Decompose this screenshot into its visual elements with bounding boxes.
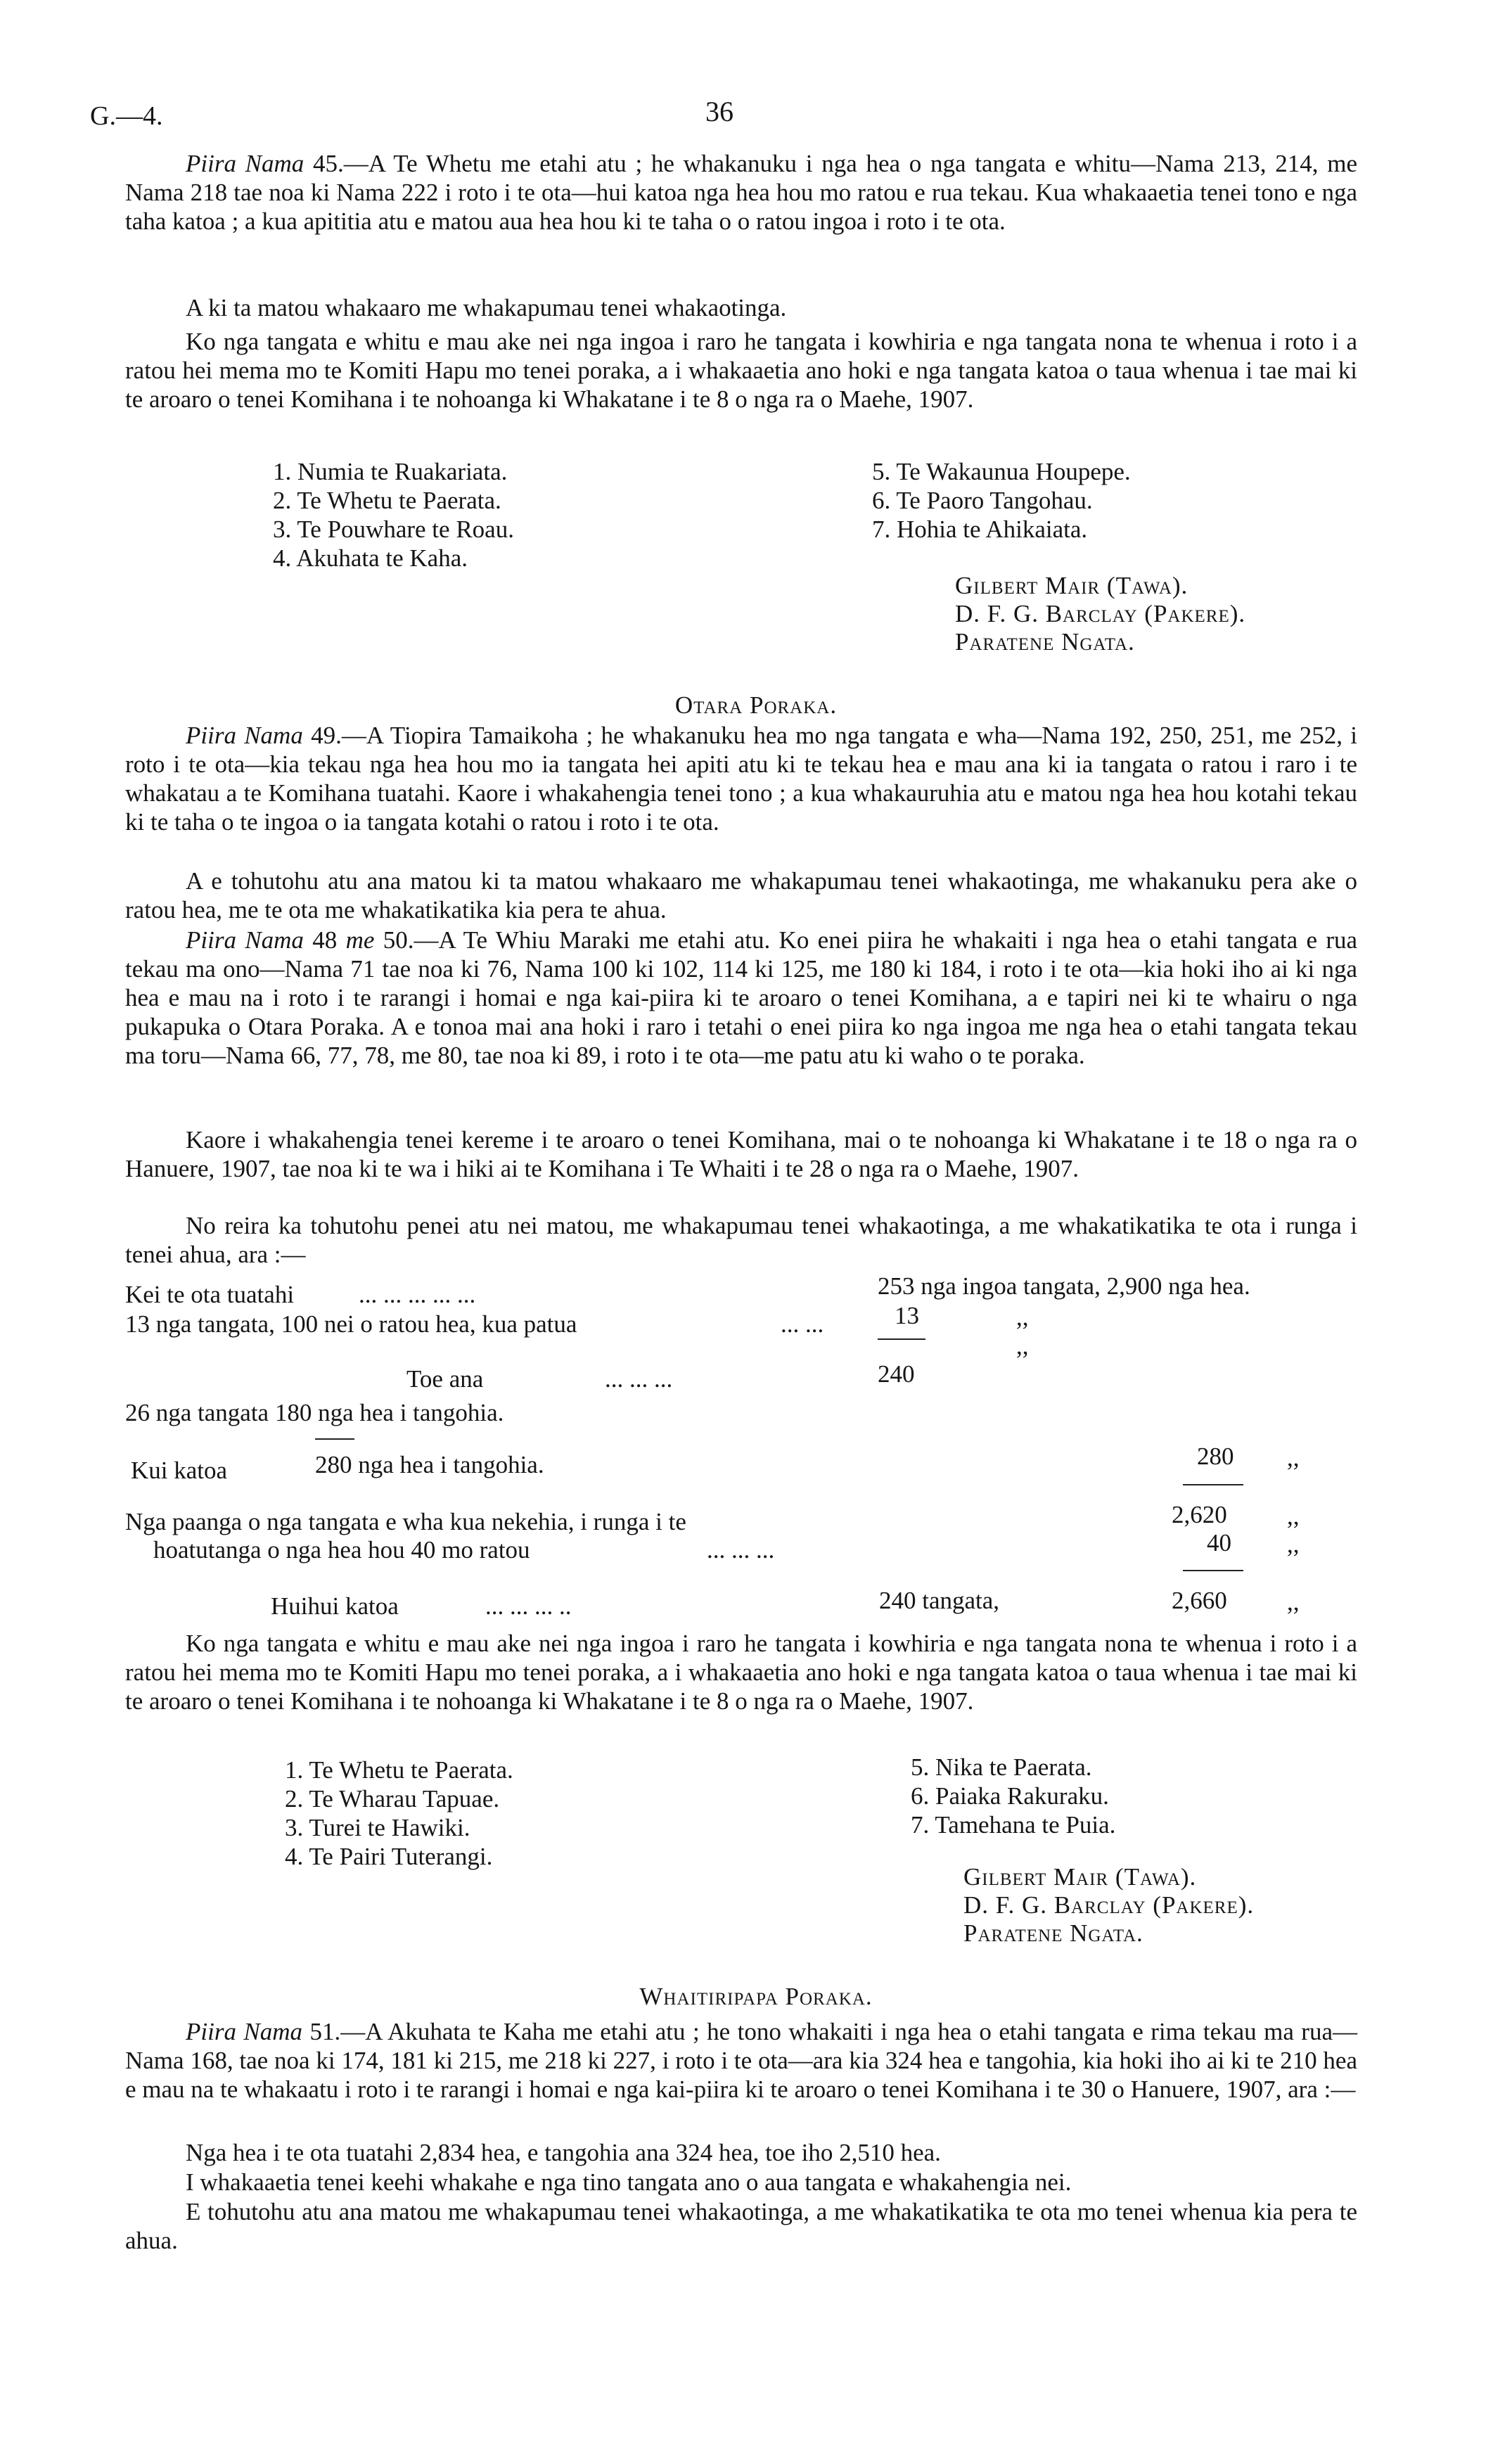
paragraph-therefore: No reira ka tohutohu penei atu nei matou, me whakapumau tenei whakaotinga, a me whakatikatika te ota i runga i tenei ahua, ara :— — [125, 1212, 1357, 1268]
signature-line: Gilbert Mair (Tawa). — [955, 572, 1189, 599]
list-item: 3. Te Pouwhare te Roau. — [273, 516, 514, 543]
list-item: 6. Paiaka Rakuraku. — [911, 1782, 1109, 1810]
table-row-leaders: ... ... — [781, 1310, 824, 1338]
list-item: 1. Numia te Ruakariata. — [273, 458, 508, 485]
table-row-detail: 280 nga hea i tangohia. — [315, 1451, 544, 1478]
committee-list-left — [273, 457, 514, 573]
table-row-label: hoatutanga o nga hea hou 40 mo ratou — [153, 1536, 530, 1564]
paragraph-agreed: I whakaaetia tenei keehi whakahe e nga tino tangata ano o aua tangata e whakahengia nei. — [186, 2168, 1072, 2196]
table-row-leaders: ... ... ... .. — [485, 1592, 572, 1620]
table-row-value: 240 — [878, 1360, 915, 1388]
signature-line: D. F. G. Barclay (Pakere). — [963, 1891, 1255, 1919]
signature-block — [955, 571, 1245, 656]
committee-list-right — [872, 457, 1131, 544]
ditto-mark: ,, — [1287, 1530, 1300, 1558]
table-row-label: Kei te ota tuatahi — [125, 1281, 295, 1308]
rule-line — [1183, 1484, 1243, 1485]
appeal-label: Piira Nama — [186, 2018, 303, 2045]
list-item: 2. Te Wharau Tapuae. — [285, 1785, 500, 1813]
paragraph-committee: Ko nga tangata e whitu e mau ake nei nga ingoa i raro he tangata i kowhiria e nga tangata nona te whenua i roto i a ratou hei mema mo te Komiti Hapu mo tenei poraka, a i whakaaetia ano hoki e nga tangata katoa o taua whenua i tae mai ki te aroaro o tenei Komihana i te nohoanga ki Whakatane i te 8 o nga ra o Maehe, 1907. — [125, 1630, 1357, 1715]
table-row-leaders: ... ... ... — [605, 1365, 673, 1393]
list-item: 1. Te Whetu te Paerata. — [285, 1756, 513, 1784]
paragraph-appeal-51 — [125, 2017, 1357, 2104]
table-row-value: 40 — [1207, 1529, 1231, 1556]
document-reference: G.—4. — [90, 101, 163, 131]
table-row-label: Huihui katoa — [271, 1592, 399, 1620]
table-row-leaders: ... ... ... ... ... — [359, 1281, 476, 1308]
appeal-conjunction: me — [345, 926, 375, 954]
list-item: 4. Akuhata te Kaha. — [273, 544, 468, 572]
appeal-48-50-text: 50.—A Te Whiu Maraki me etahi atu. Ko enei piira he whakaiti i nga hea o etahi tangata e rua tekau ma ono—Nama 71 tae noa ki 76, Nama 100 ki 102, 114 ki 125, me 180 ki 184, i roto i te ota—kia hoki iho ai ki nga hea e mau na i roto i te rarangi i homai e nga kai-piira ki te aroaro o tenei Komihana, a e tapiri nei ki te whairu o nga pukapuka o Otara Poraka. A e tonoa mai ana hoki i raro i tetahi o enei piira ko nga ingoa me nga hea o etahi tangata tekau ma toru—Nama 66, 77, 78, me 80, tae noa ki 89, i roto i te ota—me patu atu ki waho o te poraka. — [125, 926, 1358, 1069]
committee-list-left — [285, 1756, 513, 1871]
paragraph-appeal-48-50 — [125, 926, 1357, 1070]
appeal-label: Piira Nama — [186, 926, 304, 954]
table-row-label: Nga paanga o nga tangata e wha kua nekehia, i runga i te — [125, 1508, 686, 1535]
paragraph-appeal-45 — [125, 149, 1357, 236]
list-item: 4. Te Pairi Tuterangi. — [285, 1843, 493, 1870]
table-row-label: 26 nga tangata 180 nga hea i tangohia. — [125, 1399, 504, 1426]
list-item: 7. Tamehana te Puia. — [911, 1811, 1116, 1839]
paragraph-shares: Nga hea i te ota tuatahi 2,834 hea, e tangohia ana 324 hea, toe iho 2,510 hea. — [186, 2139, 941, 2166]
signature-block — [963, 1862, 1254, 1947]
section-heading-otara: Otara Poraka. — [674, 691, 838, 719]
rule-line — [315, 1438, 354, 1440]
appeal-45-text: 45.—A Te Whetu me etahi atu ; he whakanuku i nga hea o nga tangata e whitu—Nama 213, 214, me Nama 218 tae noa ki Nama 222 i roto i te ota—hui katoa nga hea hou mo ratou e rua tekau. Kua whakaaetia tenei tono e nga taha katoa ; a kua apititia atu e matou aua hea hou ki te taha o o ratou ingoa i roto i te ota. — [125, 150, 1357, 235]
list-item: 6. Te Paoro Tangohau. — [872, 487, 1093, 514]
list-item: 5. Nika te Paerata. — [911, 1753, 1092, 1781]
signature-line: Gilbert Mair (Tawa). — [963, 1863, 1197, 1891]
ditto-mark: ,, — [1287, 1588, 1300, 1616]
committee-list-right — [911, 1753, 1115, 1839]
appeal-label: Piira Nama — [186, 150, 305, 177]
ditto-mark: ,, — [1016, 1303, 1029, 1331]
paragraph-no-objection: Kaore i whakahengia tenei kereme i te aroaro o tenei Komihana, mai o te nohoanga ki Whakatane i te 18 o nga ra o Hanuere, 1907, tae noa ki te wa i hiki ai te Komihana i Te Whaiti i te 28 o nga ra o Maehe, 1907. — [125, 1126, 1357, 1182]
rule-line — [878, 1338, 925, 1340]
table-row-label: Toe ana — [406, 1365, 484, 1393]
paragraph-appeal-49 — [125, 721, 1357, 836]
page-number: 36 — [705, 96, 733, 127]
appeal-49-text: 49.—A Tiopira Tamaikoha ; he whakanuku hea mo nga tangata e wha—Nama 192, 250, 251, me 252, i roto i te ota—kia tekau nga hea hou mo ia tangata hei apiti atu ki te tekau hea e mau ana ki ia tangata o ratou i raro i te whakatau a te Komihana tuatahi. Kaore i whakahengia tenei tono ; a kua whakauruhia atu e matou nga hea hou kotahi tekau ki te taha o te ingoa o ia tangata kotahi o ratou i roto i te ota. — [125, 722, 1357, 836]
list-item: 2. Te Whetu te Paerata. — [273, 487, 501, 514]
table-row-label: Kui katoa — [131, 1457, 228, 1484]
signature-line: Paratene Ngata. — [955, 628, 1135, 656]
list-item: 7. Hohia te Ahikaiata. — [872, 516, 1088, 543]
ditto-mark: ,, — [1016, 1332, 1029, 1360]
appeal-label: Piira Nama — [186, 722, 303, 749]
ditto-mark: ,, — [1287, 1502, 1300, 1530]
appeal-51-text: 51.—A Akuhata te Kaha me etahi atu ; he tono whakaiti i nga hea o etahi tangata e rima tekau ma rua—Nama 168, tae noa ki 174, 181 ki 215, me 218 ki 227, i roto i te ota—ara kia 324 hea e tangohia, kia hoki iho ai ki te 210 hea e mau na te whakaatu i roto i te rarangi i homai e nga kai-piira ki te aroaro o tenei Komihana i te 30 o Hanuere, 1907, ara :— — [125, 2018, 1357, 2103]
list-item: 3. Turei te Hawiki. — [285, 1814, 470, 1841]
paragraph-recommend: E tohutohu atu ana matou me whakapumau tenei whakaotinga, a me whakatikatika te ota mo tenei whenua kia pera te ahua. — [125, 2198, 1357, 2254]
paragraph-committee: Ko nga tangata e whitu e mau ake nei nga ingoa i raro he tangata i kowhiria e nga tangata nona te whenua i roto i a ratou hei mema mo te Komiti Hapu mo tenei poraka, a i whakaaetia ano hoki e nga tangata katoa o taua whenua i tae mai ki te aroaro o tenei Komihana i te nohoanga ki Whakatane i te 8 o nga ra o Maehe, 1907. — [125, 328, 1357, 413]
table-row-value: 13 — [895, 1302, 919, 1329]
paragraph-confirm: A ki ta matou whakaaro me whakapumau tenei whakaotinga. — [186, 294, 787, 321]
table-row-value: 253 nga ingoa tangata, 2,900 nga hea. — [878, 1272, 1250, 1300]
table-row-leaders: ... ... ... — [707, 1536, 775, 1564]
appeal-number: 48 — [303, 926, 346, 954]
table-row-value: 280 — [1197, 1443, 1234, 1470]
section-heading-whaitiripapa: Whaitiripapa Poraka. — [639, 1983, 873, 2010]
signature-line: D. F. G. Barclay (Pakere). — [955, 600, 1246, 627]
ditto-mark: ,, — [1287, 1444, 1300, 1471]
table-row-value: 2,620 — [1172, 1501, 1227, 1528]
rule-line — [1183, 1570, 1243, 1571]
table-row-value: 2,660 — [1172, 1587, 1227, 1614]
list-item: 5. Te Wakaunua Houpepe. — [872, 458, 1131, 485]
table-row-label: 13 nga tangata, 100 nei o ratou hea, kua patua — [125, 1310, 577, 1338]
signature-line: Paratene Ngata. — [963, 1919, 1143, 1947]
table-row-detail: 240 tangata, — [879, 1587, 1000, 1614]
paragraph-recommend: A e tohutohu atu ana matou ki ta matou whakaaro me whakapumau tenei whakaotinga, me whakanuku pera ake o ratou hea, me te ota me whakatikatika kia pera te ahua. — [125, 867, 1357, 923]
